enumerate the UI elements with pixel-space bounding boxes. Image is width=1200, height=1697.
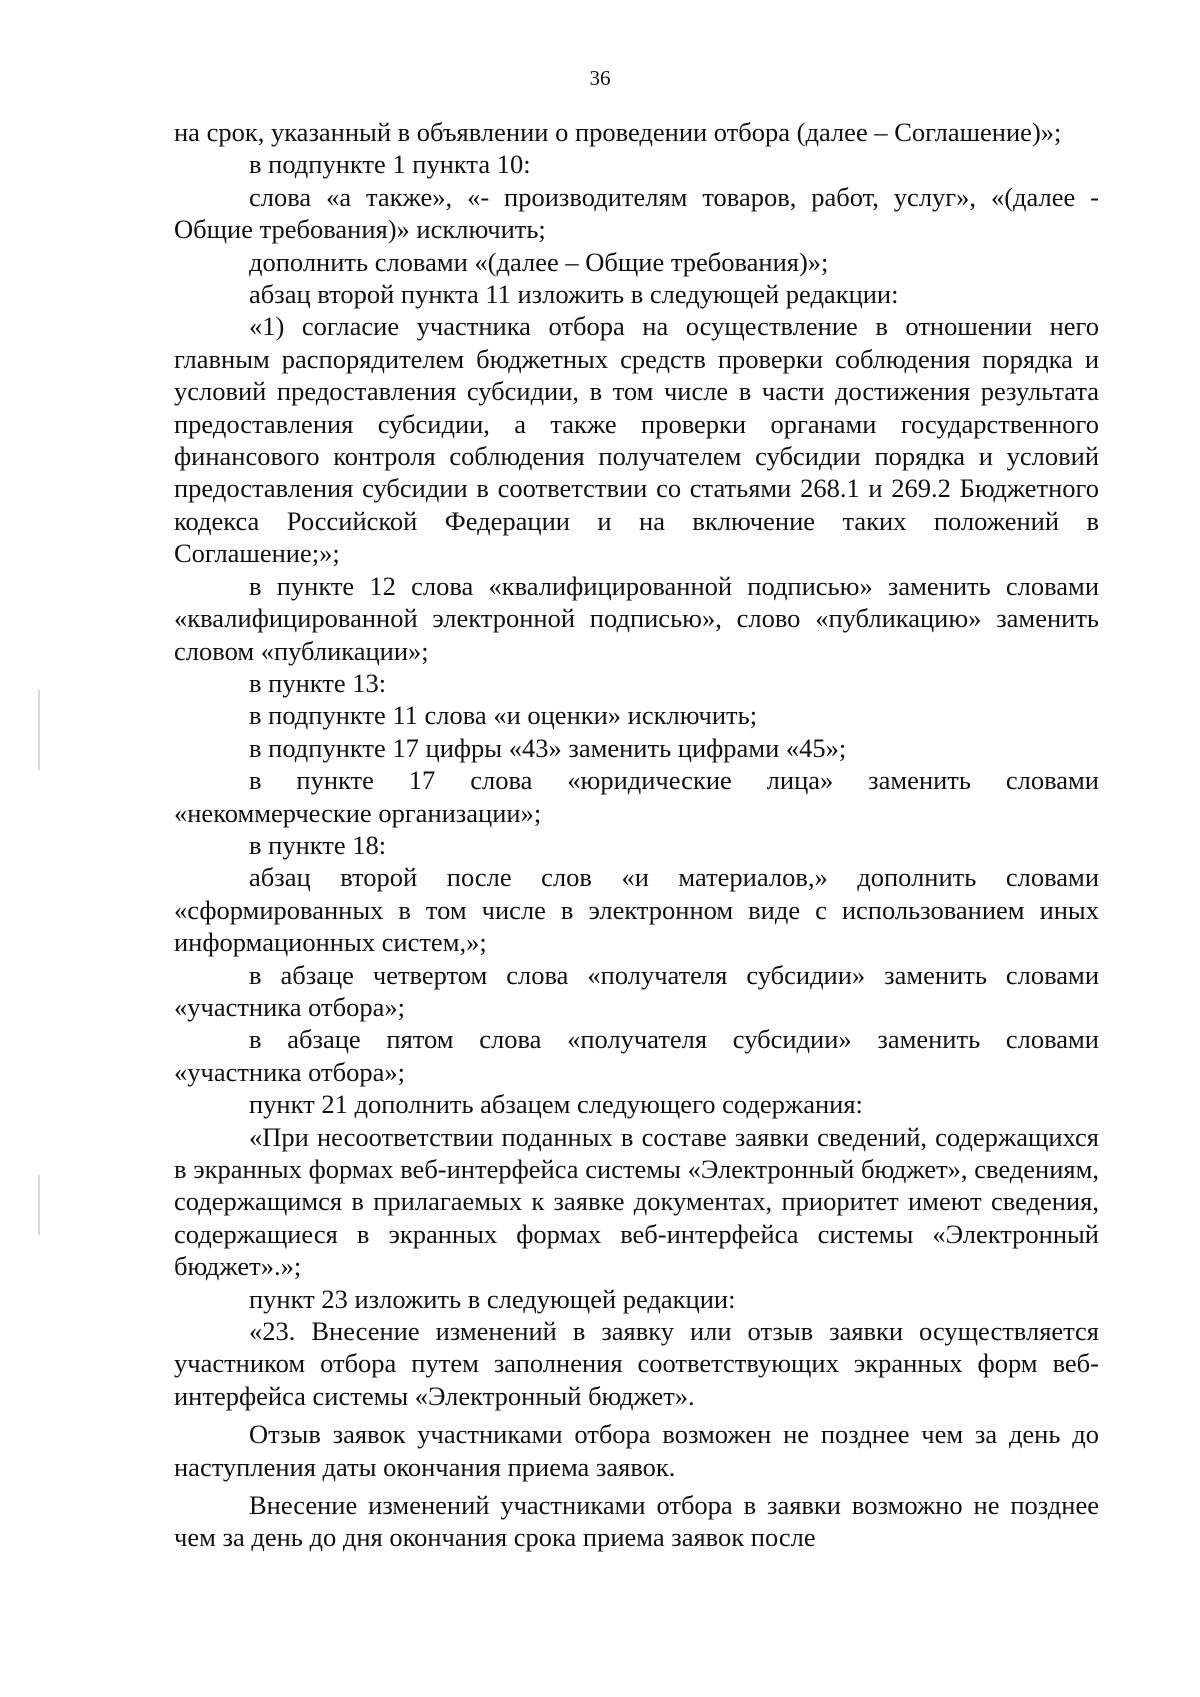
paragraph: в подпункте 1 пункта 10: [249, 149, 531, 180]
paragraph: в пункте 17 слова «юридические лица» заменить словами «некоммерческие организации»; [174, 765, 1099, 828]
document-body [174, 116, 1099, 1554]
paragraph: «При несоответствии поданных в составе заявки сведений, содержащихся в экранных формах веб-интерфейса системы «Электронный бюджет», сведениям, содержащимся в прилагаемых к заявке документах, приоритет имеют сведения, содержащиеся в экранных формах веб-интерфейса системы «Электронный бюджет».»; [174, 1121, 1099, 1282]
paragraph: абзац второй пункта 11 изложить в следующей редакции: [249, 279, 899, 310]
paragraph: в пункте 12 слова «квалифицированной подписью» заменить словами «квалифицированной электронной подписью», слово «публикацию» заменить словом «публикации»; [174, 570, 1099, 666]
paragraph: на срок, указанный в объявлении о проведении отбора (далее – Соглашение)»; [174, 117, 1062, 147]
paragraph: в пункте 13: [249, 667, 387, 698]
paragraph: в абзаце четвертом слова «получателя субсидии» заменить словами «участника отбора»; [174, 959, 1099, 1022]
paragraph: Внесение изменений участниками отбора в заявки возможно не позднее чем за день до дня окончания срока приема заявок после [174, 1490, 1099, 1553]
paragraph: «1) согласие участника отбора на осуществление в отношении него главным распорядителем бюджетных средств проверки соблюдения порядка и условий предоставления субсидии, в том числе в части достижения результата предоставления субсидии, а также проверки органами государственного финансового контроля соблюдения получателем субсидии порядка и условий предоставления субсидии в соответствии со статьями 268.1 и 269.2 Бюджетного кодекса Российской Федерации и на включение таких положений в Соглашение;»; [174, 311, 1099, 569]
paragraph: пункт 21 дополнить абзацем следующего содержания: [249, 1089, 863, 1120]
paragraph: в пункте 18: [249, 829, 387, 860]
paragraph: в подпункте 11 слова «и оценки» исключить; [249, 700, 758, 731]
paragraph: пункт 23 изложить в следующей редакции: [249, 1283, 736, 1314]
scan-edge-mark [38, 1175, 40, 1235]
paragraph: дополнить словами «(далее – Общие требования)»; [249, 246, 829, 277]
paragraph: «23. Внесение изменений в заявку или отзыв заявки осуществляется участником отбора путем заполнения соответствующих экранных форм веб-интерфейса системы «Электронный бюджет». [174, 1316, 1099, 1411]
page-number: 36 [589, 66, 611, 90]
paragraph: Отзыв заявок участниками отбора возможен не позднее чем за день до наступления даты окончания приема заявок. [174, 1419, 1099, 1482]
paragraph: в подпункте 17 цифры «43» заменить цифрами «45»; [249, 732, 847, 763]
scan-edge-mark [38, 690, 40, 770]
paragraph: слова «а также», «- производителям товаров, работ, услуг», «(далее - Общие требования)» исключить; [174, 181, 1099, 245]
paragraph: абзац второй после слов «и материалов,» дополнить словами «сформированных в том числе в электронном виде с использованием иных информационных систем,»; [174, 862, 1099, 958]
paragraph: в абзаце пятом слова «получателя субсидии» заменить словами «участника отбора»; [174, 1024, 1099, 1087]
